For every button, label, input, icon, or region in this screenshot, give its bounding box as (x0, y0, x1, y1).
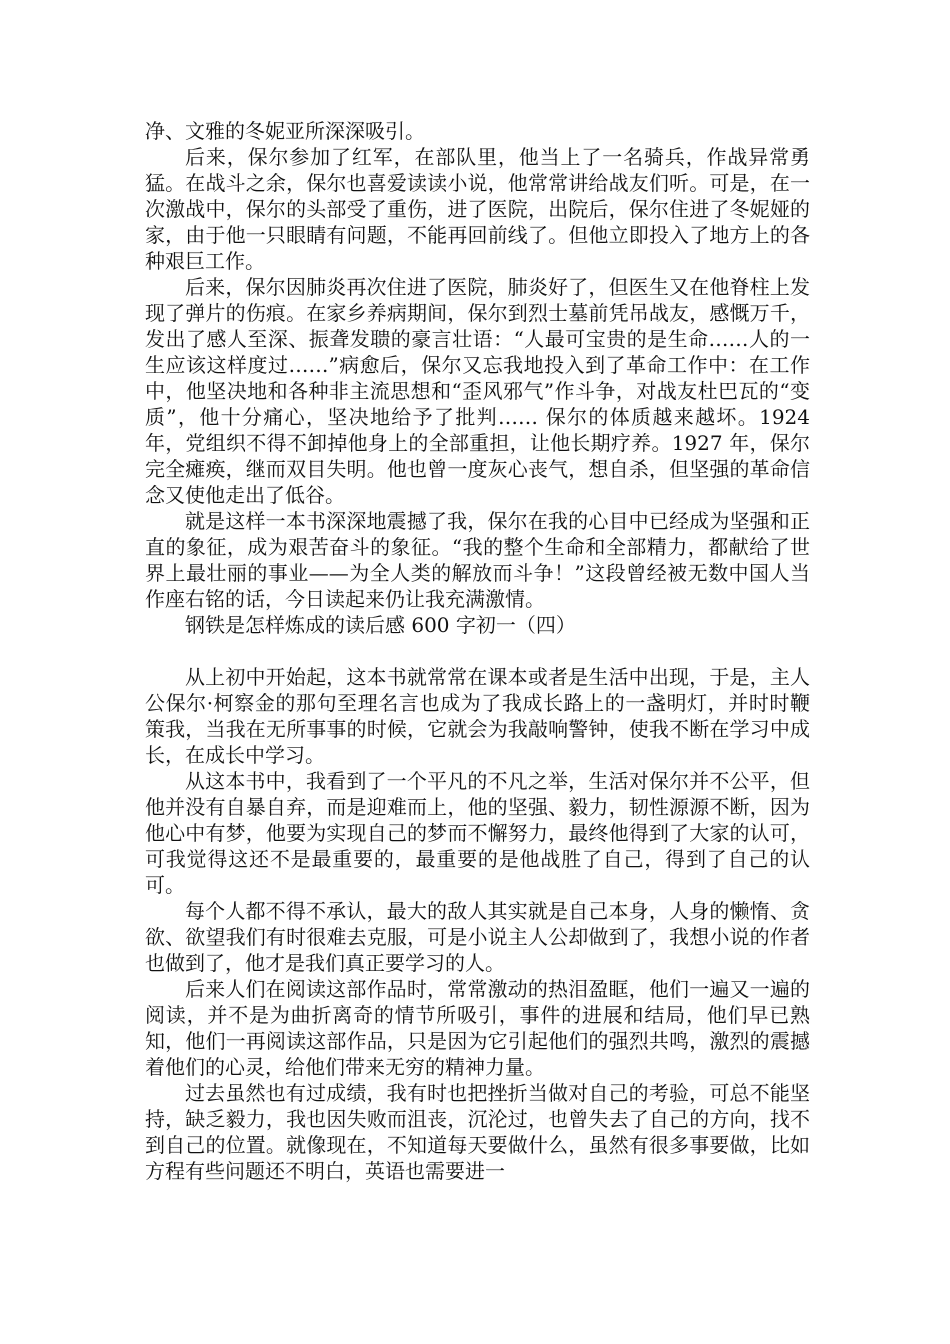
paragraph-5: 从上初中开始起，这本书就常常在课本或者是生活中出现，于是，主人公保尔·柯察金的那句至理名言也成为了我成长路上的一盏明灯，并时时鞭策我，当我在无所事事的时候，它就会为我敲响警钟，使我不断在学习中成长，在成长中学习。 (145, 665, 810, 767)
paragraph-8: 后来人们在阅读这部作品时，常常激动的热泪盈眶，他们一遍又一遍的阅读，并不是为曲折离奇的情节所吸引，事件的进展和结局，他们早已熟知，他们一再阅读这部作品，只是因为它引起他们的强烈共鸣，激烈的震撼着他们的心灵，给他们带来无穷的精神力量。 (145, 977, 810, 1079)
paragraph-7: 每个人都不得不承认，最大的敌人其实就是自己本身，人身的懒惰、贪欲、欲望我们有时很难去克服，可是小说主人公却做到了，我想小说的作者也做到了，他才是我们真正要学习的人。 (145, 899, 810, 975)
document-page (145, 118, 810, 1184)
section-heading: 钢铁是怎样炼成的读后感 600 字初一（四） (185, 613, 576, 637)
paragraph-9: 过去虽然也有过成绩，我有时也把挫折当做对自己的考验，可总不能坚持，缺乏毅力，我也因失败而沮丧，沉沦过，也曾失去了自己的方向，找不到自己的位置。就像现在，不知道每天要做什么，虽然有很多事要做，比如方程有些问题还不明白，英语也需要进一 (145, 1081, 810, 1183)
paragraph-4: 就是这样一本书深深地震撼了我，保尔在我的心目中已经成为坚强和正直的象征，成为艰苦奋斗的象征。“我的整个生命和全部精力，都献给了世界上最壮丽的事业——为全人类的解放而斗争！”这段曾经被无数中国人当作座右铭的话，今日读起来仍让我充满激情。 (145, 509, 810, 611)
paragraph-3: 后来，保尔因肺炎再次住进了医院，肺炎好了，但医生又在他脊柱上发现了弹片的伤痕。在家乡养病期间，保尔到烈士墓前凭吊战友，感慨万千，发出了感人至深、振聋发聩的豪言壮语：“人最可宝贵的是生命……人的一生应该这样度过……”病愈后，保尔又忘我地投入到了革命工作中：在工作中，他坚决地和各种非主流思想和“歪风邪气”作斗争，对战友杜巴瓦的“变质”，他十分痛心，坚决地给予了批判…… 保尔的体质越来越坏。1924 年，党组织不得不卸掉他身上的全部重担，让他长期疗养。1927 年，保尔完全瘫痪，继而双目失明。他也曾一度灰心丧气，想自杀，但坚强的革命信念又使他走出了低谷。 (145, 275, 810, 507)
paragraph-6: 从这本书中，我看到了一个平凡的不凡之举，生活对保尔并不公平，但他并没有自暴自弃，而是迎难而上，他的坚强、毅力，韧性源源不断，因为他心中有梦，他要为实现自己的梦而不懈努力，最终他得到了大家的认可，可我觉得这还不是最重要的，最重要的是他战胜了自己，得到了自己的认可。 (145, 769, 810, 897)
paragraph-1: 净、文雅的冬妮亚所深深吸引。 (145, 119, 425, 143)
paragraph-2: 后来，保尔参加了红军，在部队里，他当上了一名骑兵，作战异常勇猛。在战斗之余，保尔也喜爱读读小说，他常常讲给战友们听。可是，在一次激战中，保尔的头部受了重伤，进了医院，出院后，保尔住进了冬妮娅的家，由于他一只眼睛有问题，不能再回前线了。但他立即投入了地方上的各种艰巨工作。 (145, 145, 810, 273)
blank-line (145, 638, 810, 664)
